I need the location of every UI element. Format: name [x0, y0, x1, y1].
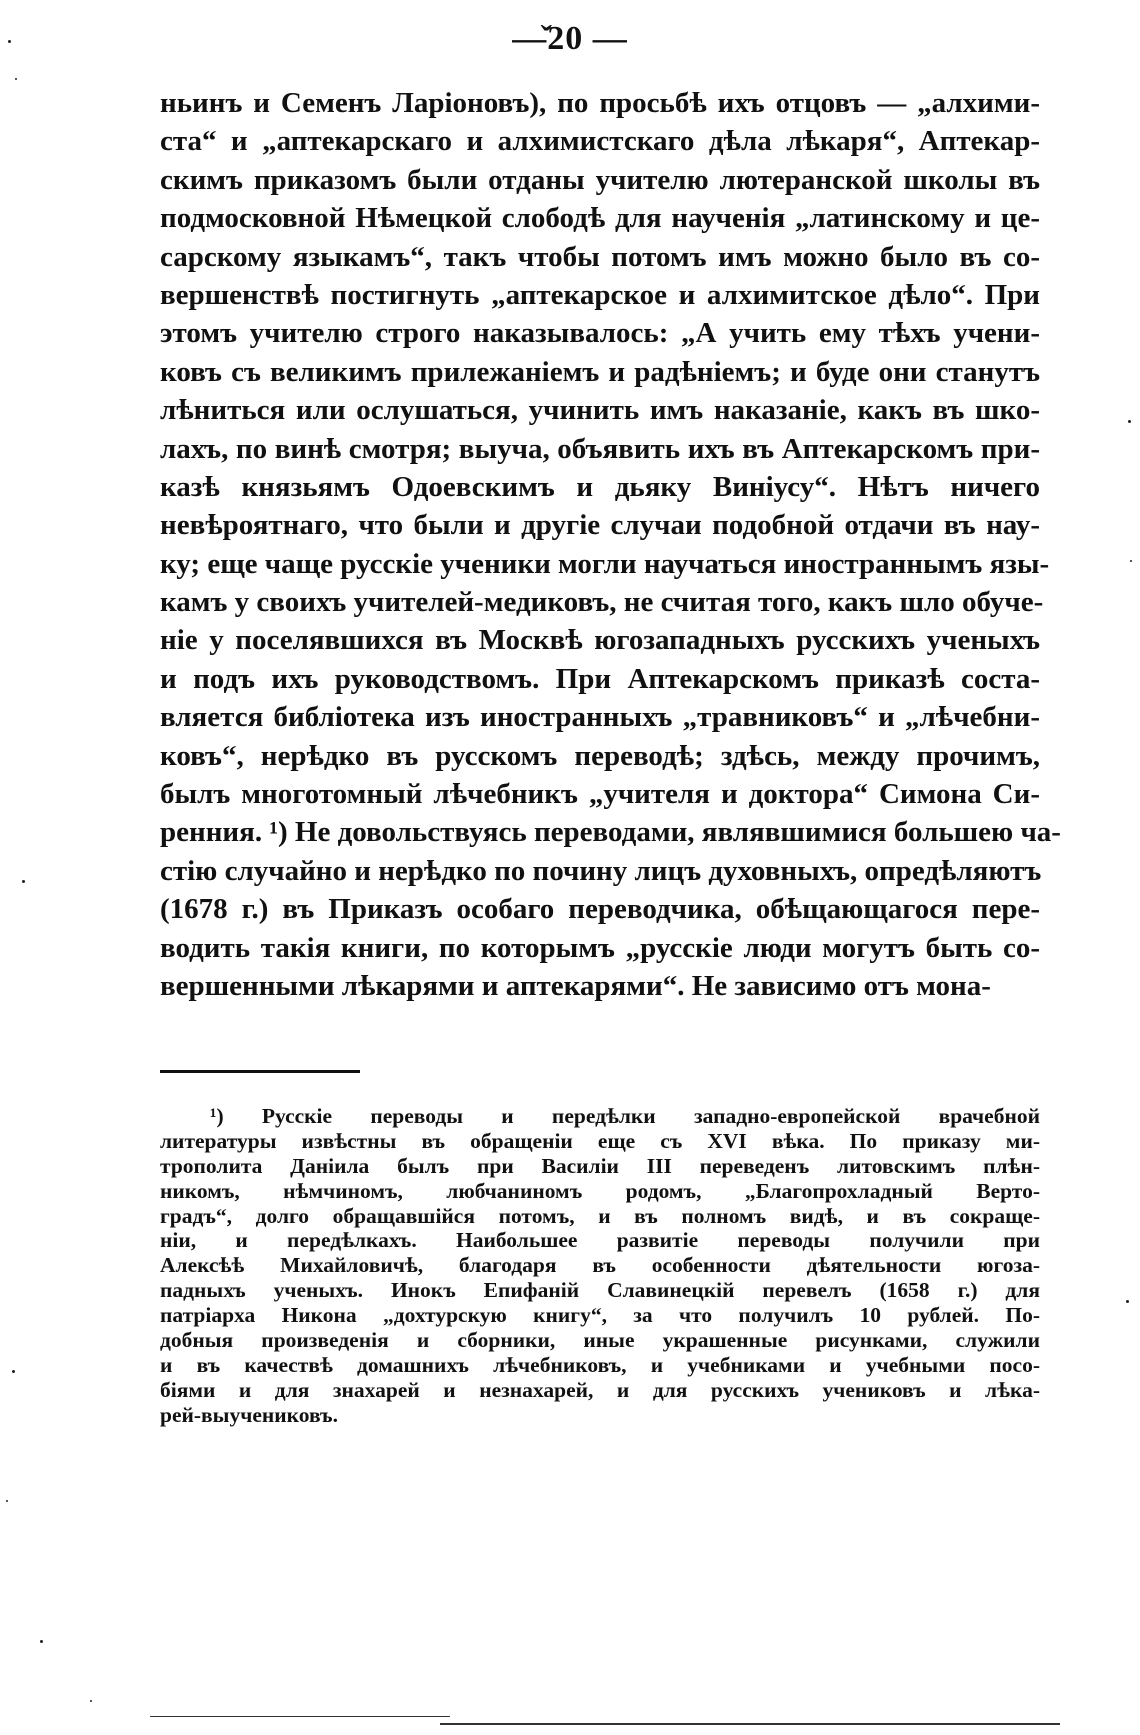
scan-speck [8, 40, 11, 43]
footnote-line: біями и для знахарей и незнахарей, и для русскихъ учениковъ и лѣка- [160, 1377, 1040, 1402]
main-text [160, 84, 1061, 1005]
footnote [160, 1104, 1040, 1428]
text-line: ньинъ и Семенъ Ларіоновъ), по просьбѣ ихъ отцовъ — „алхими- [160, 87, 1040, 119]
text-line: лѣниться или ослушаться, учинить имъ наказаніе, какъ въ шко- [160, 394, 1040, 427]
text-line: ковъ“, нерѣдко въ русскомъ переводѣ; здѣсь, между прочимъ, [160, 739, 1040, 772]
scan-edge-line [150, 1716, 450, 1717]
footnote-line: никомъ, нѣмчиномъ, любчаниномъ родомъ, „Благопрохладный Верто- [160, 1178, 1040, 1203]
text-line: водить такія книги, по которымъ „русскіе люди могутъ быть со- [160, 931, 1040, 964]
scan-speck [15, 78, 17, 80]
footnote-line: Алексѣѣ Михайловичѣ, благодаря въ особенности дѣятельности югоза- [160, 1253, 1040, 1278]
text-line: ренния. ¹) Не довольствуясь переводами, являвшимися большею ча- [160, 816, 1061, 849]
footnote-line: добныя произведенія и сборники, иные украшенные рисунками, служили [160, 1328, 1040, 1353]
text-line: (1678 г.) въ Приказъ особаго переводчика, обѣщающагося пере- [160, 893, 1040, 926]
text-line: лахъ, по винѣ смотря; выуча, объявить ихъ въ Аптекарскомъ при- [160, 432, 1040, 465]
scan-speck [1126, 1300, 1129, 1303]
footnote-line: литературы извѣстны въ обращеніи еще съ XVI вѣка. По приказу ми- [160, 1128, 1040, 1153]
text-line: и подъ ихъ руководствомъ. При Аптекарскомъ приказѣ соста- [160, 662, 1040, 695]
scan-speck [12, 1370, 15, 1373]
scan-speck [1130, 560, 1132, 562]
text-line: казѣ князьямъ Одоевскимъ и дьяку Винiусу“. Нѣтъ ничего [160, 470, 1040, 503]
text-line: ста“ и „аптекарскаго и алхимистскаго дѣла лѣкаря“, Аптекар- [160, 125, 1040, 158]
text-line: невѣроятнаго, что были и другіе случаи подобной отдачи въ нау- [160, 509, 1040, 542]
text-line: камъ у своихъ учителей-медиковъ, не считая того, какъ шло обуче- [160, 586, 1044, 619]
text-line: былъ многотомный лѣчебникъ „учителя и доктора“ Симона Си- [160, 778, 1040, 811]
text-line: вершенными лѣкарями и аптекарями“. Не зависимо отъ мона- [160, 969, 991, 1002]
text-line: вершенствѣ постигнуть „аптекарское и алхимитское дѣло“. При [160, 278, 1040, 311]
footnote-line: рей-выучениковъ. [160, 1402, 338, 1427]
scan-speck [22, 880, 25, 883]
footnote-line: патріарха Никона „дохтурскую книгу“, за что получилъ 10 рублей. По- [160, 1303, 1040, 1328]
scan-speck [40, 1640, 43, 1643]
text-line: ковъ съ великимъ прилежаніемъ и радѣніемъ; и буде они станутъ [160, 355, 1040, 388]
footnote-line: трополита Даніила былъ при Василіи III переведенъ литовскимъ плѣн- [160, 1153, 1040, 1178]
text-line: стію случайно и нерѣдко по почину лицъ духовныхъ, опредѣляютъ [160, 854, 1042, 887]
footnote-line: и въ качествѣ домашнихъ лѣчебниковъ, и учебниками и учебными посо- [160, 1352, 1040, 1377]
scan-speck [1128, 420, 1131, 423]
text-line: подмосковной Нѣмецкой слободѣ для наученія „латинскому и це- [160, 202, 1040, 235]
text-line: ніе у поселявшихся въ Москвѣ югозападныхъ русскихъ ученыхъ [160, 624, 1040, 657]
footnote-separator [160, 1070, 360, 1073]
scan-speck [90, 1700, 92, 1702]
text-line: вляется библіотека изъ иностранныхъ „травниковъ“ и „лѣчебни- [160, 701, 1040, 734]
scan-speck [6, 1500, 8, 1502]
footnote-line: ¹) Русскіе переводы и передѣлки западно-европейской врачебной [210, 1104, 1040, 1128]
text-line: сарскому языкамъ“, такъ чтобы потомъ имъ можно было въ со- [160, 240, 1040, 273]
text-line: этомъ учителю строго наказывалось: „А учить ему тѣхъ учени- [160, 317, 1040, 350]
scan-edge-line [440, 1723, 1060, 1725]
text-line: скимъ приказомъ были отданы учителю лютеранской школы въ [160, 163, 1040, 196]
footnote-line: падныхъ ученыхъ. Инокъ Епифаній Славинецкій перевелъ (1658 г.) для [160, 1278, 1040, 1303]
footnote-line: ніи, и передѣлкахъ. Наибольшее развитіе переводы получили при [160, 1228, 1040, 1253]
text-line: ку; еще чаще русскіе ученики могли научаться иностраннымъ язы- [160, 547, 1050, 580]
footnote-line: градъ“, долго обращавшійся потомъ, и въ полномъ видѣ, и въ сокраще- [160, 1203, 1040, 1228]
page-number: —̌20 — [512, 20, 628, 57]
